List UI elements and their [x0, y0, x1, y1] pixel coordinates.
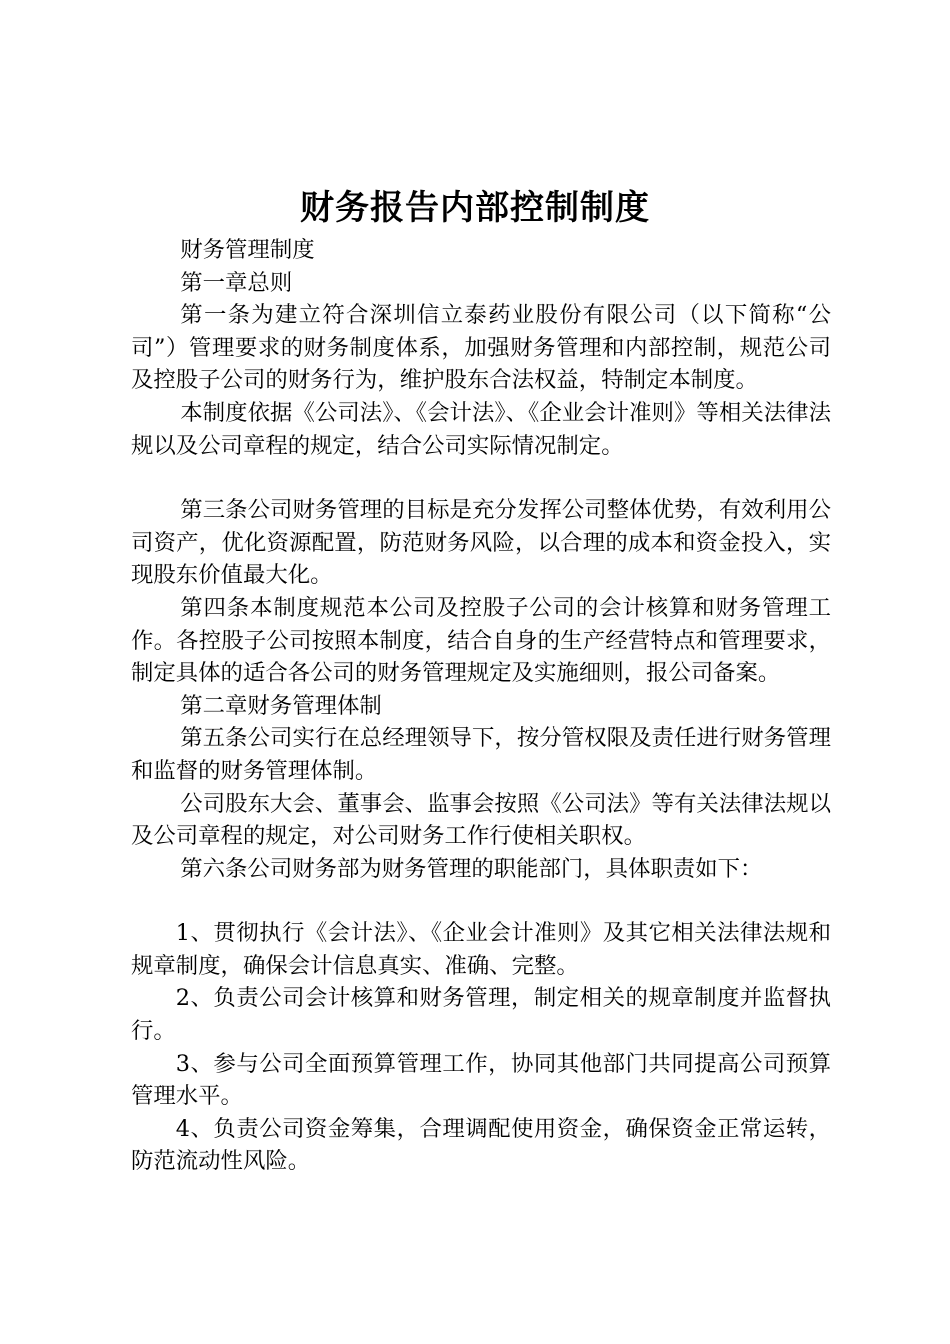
document-title: 财务报告内部控制制度: [300, 188, 650, 228]
paragraph-article-1: 第一条为建立符合深圳信立泰药业股份有限公司（以下简称“公司”）管理要求的财务制度体系，加强财务管理和内部控制，规范公司及控股子公司的财务行为，维护股东合法权益，特制定本制度。: [131, 302, 831, 394]
list-item-1: 1、贯彻执行《会计法》、《企业会计准则》及其它相关法律法规和规章制度，确保会计信息真实、准确、完整。: [131, 920, 831, 979]
paragraph-shareholders: 公司股东大会、董事会、监事会按照《公司法》等有关法律法规以及公司章程的规定，对公司财务工作行使相关职权。: [131, 790, 831, 850]
list-item-3: 3、参与公司全面预算管理工作，协同其他部门共同提高公司预算管理水平。: [131, 1050, 831, 1110]
document-body: [131, 234, 831, 1178]
paragraph-article-6: 第六条公司财务部为财务管理的职能部门，具体职责如下：: [180, 855, 763, 882]
paragraph-chapter-2: 第二章财务管理体制: [180, 692, 382, 719]
list-item-2: 2、负责公司会计核算和财务管理，制定相关的规章制度并监督执行。: [131, 985, 831, 1045]
paragraph-article-4: 第四条本制度规范本公司及控股子公司的会计核算和财务管理工作。各控股子公司按照本制度，结合自身的生产经营特点和管理要求，制定具体的适合各公司的财务管理规定及实施细则，报公司备案。: [131, 594, 831, 687]
paragraph-article-5: 第五条公司实行在总经理领导下，按分管权限及责任进行财务管理和监督的财务管理体制。: [131, 725, 831, 784]
paragraph-article-3: 第三条公司财务管理的目标是充分发挥公司整体优势，有效利用公司资产，优化资源配置，防范财务风险，以合理的成本和资金投入，实现股东价值最大化。: [131, 497, 831, 589]
paragraph-heading-finance-system: 财务管理制度: [180, 237, 315, 263]
paragraph-chapter-1: 第一章总则: [180, 269, 293, 296]
list-item-4: 4、负责公司资金筹集，合理调配使用资金，确保资金正常运转，防范流动性风险。: [131, 1115, 831, 1175]
paragraph-basis: 本制度依据《公司法》、《会计法》、《企业会计准则》等相关法律法规以及公司章程的规定，结合公司实际情况制定。: [131, 399, 831, 459]
